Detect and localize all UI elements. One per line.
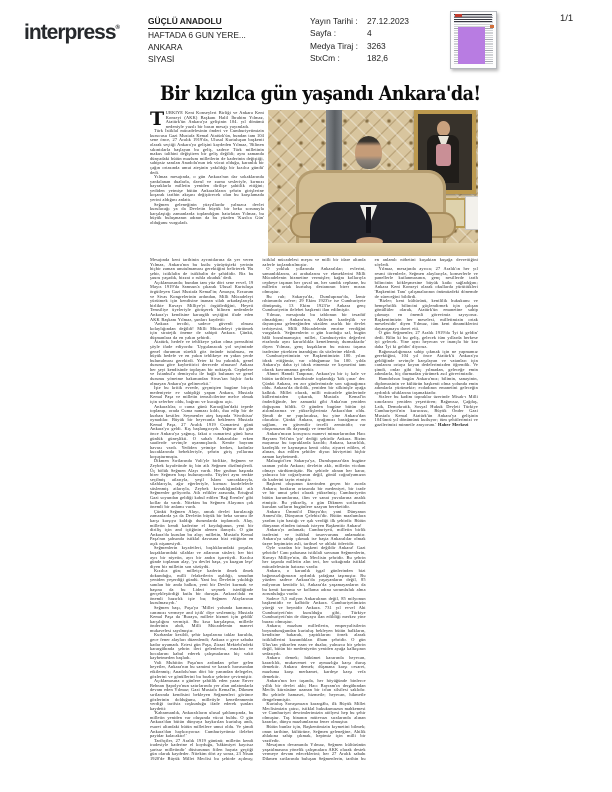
meta-label-date: Yayın Tarihi : <box>310 16 358 26</box>
body-paragraph: Malazgirt'ten Sakarya'ya, Dumlupınar'dan bugüne uzanan yolda Ankara; devletin aklı, milletin vicdanı olmayı sürdürmüştür. Bu şehirde alınan her karar, yalnızca bir coğrafyanın değil, gönül coğrafyamızın da kaderini tayin etmiştir. <box>262 458 366 482</box>
body-paragraph: O gün Seğmenler, 27 Aralık 1919'da 'İyi ki geldin' dedi. Bilin ki bu geliş, gelecek tüm yıllarda herkese iyi gelecek. Yine aynı heyecan ve inançla bir kez daha 'İyi ki geldin' diyoruz. <box>374 330 478 349</box>
body-paragraph: Bu ruh; Sakarya'da, Dumlupınar'da, İzmir rıhtımında zafere; 29 Ekim 1923'te ise Cumhuriyete dönüşmüş, 13 Ekim 1923'te Ankara genç Cumhuriyetin ilelebet başkenti ilan edilmiştir. <box>262 293 366 313</box>
body-paragraph: Başkent oluşunun üzerinden geçen bir asırda Ankara; bozkırın ortasında bir medeniyet, bir irade ve bir umut şehri olarak yükselmiş; Cumhuriyetin bütün kurumlarına, ilim ve sanat yuvalarına analık etmiştir. Bu yükseliş, o gün Dikmen sırtlarında kurulan safların bugünlere uzayan bereketidir. <box>262 481 366 510</box>
white-certificate <box>465 196 478 230</box>
body-paragraph: Bütün bunlar için, Başkentimizin kıymetini bilmek; onun tarihine, kültürüne, Seğmen geleneğine, Ahilik ahlakına sahip çıkmak, hepimiz için milli bir vazifedir. <box>262 723 366 743</box>
body-paragraph: Sizlere bu kadim topraklar üzerinde Misak-ı Milli sınırlarını yeniden yeşerttiren; Bağımsız, Çağdaş, Laik, Demokratik, Sosyal Hukuk Devleti Türkiye Cumhuriyeti'nin kurucusu, Büyük Önder Gazi Mustafa Kemal Atatürk'ün Ankara'ya gelişinin 104'üncü yıl dönümünü kutluyor; tüm şehitlerimizi ve gazilerimizi minnetle anıyorum.' Haber Merkezi <box>374 394 478 427</box>
seated-man-head <box>355 136 382 169</box>
thumbnail-orange-mark <box>490 25 494 28</box>
body-paragraph: İşte bu kritik evrede, geçmişten bugüne birçok medeniyete ev sahipliği yapan Ankara, Mustafa Kemal Paşa ve milletin temsilcilerine melce olmak için seferber oldu, bağrını ve kucağını açtı. <box>150 385 254 404</box>
seated-man-tie <box>366 207 371 233</box>
portrait-vest <box>436 144 451 166</box>
meta-label-tiraj: Medya Tiraj : <box>310 40 358 51</box>
meta-value-tiraj: 3263 <box>367 40 386 51</box>
body-paragraph: Cumhuriyetimizin ve Başkentimizin 100. yılını idrak ettiğimiz, var olduğumuz bu 100. yılda Ankara'yı daha iyi idrak etmemiz ve kıymetini tam olarak kavramamız gerekir. <box>262 353 366 372</box>
body-paragraph: 'Bizler; kent kültürünü, kentlilik hukukunu ve hemşehrilik bilincini güçlendirmek için çalışan gönüllüler olarak, Atatürk'ün emanetine sahip çıkmayı en önemli görevimiz sayıyoruz. Başkentimizin her meselesi, milletimizin ortak meselesidir' diyen Yılmaz, tüm kent dinamiklerini dayanışmaya davet etti. <box>374 298 478 331</box>
meta-label-page: Sayfa : <box>310 28 337 39</box>
body-paragraph: Mesajının devamında Yılmaz, Seğmen kültürünün yaşatılmasına yönelik çalışmalara AKK olarak destek vermeye devam edeceklerini; her 27 Aralık sabahı Dikmen sırtlarında buluşan Seğmenlerin, tarihin bu en anlamlı nöbetini kuşaktan kuşağa devrettiğini söyledi. <box>262 258 478 762</box>
body-paragraph: Çünkü Seğmen Alayı, ancak devlet kurulacağı zamanlarda ya da Devletin büyük bir beka sorunu ile karşı karşıya kaldığı durumlarda toplanırdı. Alay, milletin kendi kaderine el koyduğunun, yeni bir diriliş için and içtiğinin alenen ilanıydı. O gün Ankara'da kurulan bu alay; milletin, Mustafa Kemal Paşa'nın şahsında istiklal davasına biat ettiğinin en açık nişanesiydi. <box>150 508 254 546</box>
publication-frequency: HAFTADA 6 GUN YERE... <box>148 29 246 40</box>
meta-row-date <box>310 15 409 27</box>
publication-city: ANKARA <box>148 42 183 53</box>
publication-name: GÜÇLÜ ANADOLU <box>148 15 222 29</box>
body-paragraph: Ankara Ümmü'd Dünya'dır; yani Dünyanın Annesi'dir, Dünyanın Çelebisi'dir. Bütün mazlumlara yardım için bastığı ve ışık verdiği ilk şehirdir. Bütün dünyanın elinden tutmak isteyen Başkenttir Ankara! <box>262 508 366 528</box>
body-paragraph: Ahmet Hamdi Tanpınar, Ankara'ya bir iç kale ve bütün tarihlerin kendisinde toplandığı 'kök çınar' der. Çünkü Ankara, en zor günlerimizde son sığınağımız oldu. Ankara'da dirildik, yeniden bir silkinişle ayağa kalktık. Millet olarak, milli mücadele günlerinde küllerimizden çıkarak, Mustafa Kemal'in önderliğinde, her zamanki gibi Anka'nın yeniden doğuşunu bildik. O günden bugüne bütün iyi atılımlarımız ve yükselişlerimiz Ankara'dan oldu. Şimdi de ne yapılacaksa, bu yine Ankara'dan olacaktır. Çünkü Ankara, ayağımızı bastığımız en sağlam, en güvenilir tecelli zeminidir; var oluşumuzun ilk dayanağı ve temelidir. <box>262 371 366 432</box>
body-paragraph: Tarihçiler, 27 Aralık 1919 gününü; milletin kendi iradesiyle kaderine el koyduğu, 'hâkimiyet kayıtsız şartsız milletindir' düsturunun fiilen hayata geçtiği gün olarak kaydeder. Nitekim dört ay sonra, 23 Nisan 1920'de Büyük Millet Meclisi bu şehirde açılmış; istiklal mücadelesi meşru ve milli bir idare altında zaferle taçlandırılmıştır. <box>150 258 366 762</box>
body-paragraph: Bağımsızlığımıza sahip çıkmak için ne yapmamız gerektiğini, 104 yıl önce Atatürk'ü Ankara'ya geldiğinde sevinçle karşılayan ve vatanları için canlarını ortaya koyan dedelerimizden öğrendik. Ve şimdi, onlar gibi hiç yılmadan, geleceğe emin adımlarla, hiç durmadan yürümek asıl görevimizdir. <box>374 348 478 377</box>
body-paragraph: O yokluk yıllarında Ankaralılar; evlerini, samanlıklarını, at arabalarını ve ekmeklerini Milli Mücadelenin hizmetine vermişler; kağnı kollarıyla cepheye taşınan her çuval un, her sandık cephane, bu milletin ortak kurtuluş destanının birer mısraı olmuştur. <box>262 266 366 295</box>
article-highlight-overlay <box>458 27 485 64</box>
body-paragraph: Sadece 5,5 milyon Ankaralının değil, 85 milyonun başkentidir ve kalbidir Ankara. Cumhuriyetimizin yüreği ve beynidir Ankara. 731 yıl evvel Ahi Cumhuriyeti'nin kurulduğu gibi, Türkiye Cumhuriyeti'nin de dünyaya ilan edildiği merkez yine burası olmuştur. <box>262 595 366 624</box>
body-paragraph: Atatürk, hedefe ve tehlikeye yakın olma prensibini şöyle ifade ediyordu: 'Uygulanacak yol seçiminde genel durumun sürekli göz önünde tutulması, en büyük hedefe ve en yakın tehlikeye en yakın yerde bulunulması gerekirdi. Yeter ki bu yakınlık, genel duruma göre kaybettirici derecede olmasın! Ankara her şeyi kendisinde toplayan bir noktaydı. Cephelere ve İstanbul'a demiryolu ile bağlı bulunan ve genel durumu yönetme bakımından Sivas'tan hiçbir farkı olmayan Ankara'ya gelinecekti.' <box>150 339 254 386</box>
body-paragraph: Ankara'yı anlamak; Cumhuriyeti, milletin birlik iradesini ve istikbal tasavvurunu anlamaktır. Ankara'ya sahip çıkmak ise başta Ankaralılar olmak üzere hepimizin asli, tarihsel ve ahlaki ödevidir. <box>262 527 366 546</box>
body-paragraph: Ankaralılar, o cuma günü Karaoğlan'daki tepede toplanıp, orada Cuma namazı kıldı, dua edip bir de kurban kestiler. Seymenler ateş başında 'Sivrihisar' oynadılar. Büyük bir heyecanla beklenen Mustafa Kemal Paşa, 27 Aralık 1919 Cumartesi günü Ankara'ya geldi. Kış başlangıcıydı. Yağmur iki gün önce Ankara'ya yağmış, fakat o cumartesi günü hava günlük güneşlikti. O sabah Ankaralılar erken saatlerde sevinçle uyanmışlardı. Kentte bayram havası vardı. Yediden yetmişe herkes, kadınlar kucaklarında bebekleriyle, şehrin giriş yollarına koşuşturmuştu. <box>150 403 254 459</box>
article-signature: Haber Merkezi <box>436 421 469 427</box>
meta-value-page: 4 <box>367 28 372 39</box>
article-headline: Bir kızılca gün yaşandı Ankara'da! <box>160 82 481 105</box>
portrait-face <box>437 121 450 136</box>
body-paragraph: Seğmenlerin kıyafetleri, başlıklarındaki poşular, kuşaklarındaki silahlar ve atlarının süsleri; her biri ayrı bir niyetin, ayrı bir andın işaretiydi. Kızılca günde toplanan alay, 'ya devlet başa, ya kuzgun leşe' diyen bir milletin son sözüydü. <box>150 545 254 569</box>
body-paragraph: Yılmaz, mesajında ayrıca; 27 Aralık'ın her yıl resmi törenlerle, Seğmen alaylarıyla, konserlerle ve panellerle kutlanmasının, genç nesillerde tarih bilincinin kökleşmesine büyük katkı sağladığını; Ankara Kent Konseyi olarak okullarda yürüttükleri 'Başkentini Tanı' çalışmalarının önümüzdeki dönemde de süreceğini bildirdi. <box>374 266 478 299</box>
meta-label-stxcm: StxCm : <box>310 52 340 63</box>
body-paragraph: Kızılca gün; milletçe kaderin ilmek ilmek dokunduğu, milli felaketlerin aşıldığı, umudun yeniden yeşerdiği gündü. Yani bu; Devletin yıkıldığı sanılan bir anda halkın, yeni bir Devlet kurmak ve başına da bu Lideri seçmek istediğinde gerçekleştirdiği kutlu bir duruştu. Ankara'daki en önemli hazırlık işte bu; Seğmen Alaylarının kurulmasıydı.' <box>150 568 254 606</box>
registered-trademark-icon: ® <box>115 25 120 31</box>
meta-value-stxcm: 182,6 <box>367 52 388 63</box>
body-paragraph: Ankara; mazlum milletlerin, emperyalistlerin boyunduruğundan kurtuluş bekleyen bütün halkların, kendisine bakarak, yaptıklarını örnek alarak istiklallerini kazandıkları ilham şehridir. O gün Ulus'tan yükselen ezan ve dualar, yalnızca bir şehrin değil, bütün bir medeniyetin yeniden ayağa kalkışının sedasıydı. <box>262 623 366 656</box>
meta-row-tiraj <box>310 40 409 52</box>
body-paragraph: Mesajında kent tarihinin ayrıntılarına da yer veren Yılmaz, Ankara'nın bu kutlu yürüyüşteki yerinin hiçbir zaman unutulmaması gerektiğini belirterek 'Bu şehir, istiklalin de istikbalin de şahididir. Biz bu şuuru yaşadık, bizzat o ruhla okuduk' dedi. <box>150 258 254 281</box>
page-indicator: 1/1 <box>560 13 574 24</box>
body-paragraph: Ankara'mızın koruyucu manevi mimarlarından Hacı Bayram Veli'nin 'pir' dediği şehirdir Ankara. Bizim mayamız bu topraklarda karıldı; Ankara, kararlılık, kardeşlik ve kaynaşma kenti oldu; ziyaret edilen, el alınan, dua edilen şehitler diyarı hüviyetini hiçbir zaman kaybetmedi. <box>262 430 366 459</box>
body-paragraph: Dikmen Sırtlarında Vali'yle birlikte, Seğmen ve Zeybek kıyafetinde üç bin atlı Seğmen dizilmişlerdi. Üç bölük Seğmen Alayı vardı. Her grubun başında birer Seğmen başı bulunuyordu. Tüyleri aynı renkte seçilmiş atlarıyla, yeşil İslam sancaklarıyla, silahlarıyla, ağır eğerleriyle, kırmızı kurdelelerle süslenmiş atlarıyla, Zeybek kıvraklığındaki atlı Seğmenler geliyordu. Atlı erlikler arasında, Ertuğrul Gazi soyundan geldiği kabul edilen 'Bağ Erenler' gibi kollar da vardı. Nitekim bu Seğmen Alayının çok önemli bir anlamı vardı. <box>150 458 254 510</box>
meta-row-page <box>310 27 409 39</box>
body-paragraph: Kurtuluş Savaşımızın karargâhı, ilk Büyük Millet Meclisimizin çatısı, istiklal hukukumuzun mahkemesi ve Cumhuriyet devrimlerimizin atölyesi hep bu şehir olmuştur. Taş binanın mütevazı sıralarında alınan kararlar, dünya mazlumlarına fener olmuştur. <box>262 701 366 725</box>
drop-cap: T <box>150 111 165 130</box>
body-paragraph: Hamdolsun bugün Ankara'mız; bilimin, sanayinin, diplomasinin ve kültürün başkenti olma yolunda emin adımlarla yürümekte; ecdadının emanetini geleceğin aydınlık ufuklarına taşımaktadır. <box>374 376 478 395</box>
body-paragraph: 'Kahramanlık, Ankaralıların ulusal şahlanışında, bu milletin yeniden var oluşunda vücut buldu. O gün Ankara'dan bütün dünyaya haykırılan kurtuluş andı, esaret altındaki bütün milletlere umut oldu. Ve şimdi Ankara'dan haykırıyoruz: Cumhuriyetimiz ilelebet payidar kalacaktır!' <box>150 710 254 739</box>
desk-surface <box>268 243 478 256</box>
clipping-metadata <box>310 15 409 64</box>
body-paragraph: Vali Muhittin Paşa'nın ardından şehre gelen heyetler, Ankara'nın bu samimi ve kararlı havasından etkilenmiş; Anadolu'nun dört bir yanından delegeler, gözlerini ve gönüllerini bu bozkır şehrine çevirmiştir. <box>150 659 254 679</box>
article-photo <box>268 110 478 256</box>
publication-info <box>148 15 246 66</box>
body-paragraph: Seğmen başı, Paşa'ya 'Millet yolunda kanımızı, canımızı vermeye and içtik' diye seslenmiş; Mustafa Kemal Paşa da 'Buraya, millete hizmet için geldik' karşılığını vermişti. Bu kısa karşılaşma, milletle önderinin ahdi, Milli Mücadelenin manevi mukavelesi sayılmıştır. <box>150 604 254 633</box>
meta-row-stxcm <box>310 52 409 64</box>
meta-value-date: 27.12.2023 <box>367 16 409 26</box>
body-paragraph: Kurbanlar kesildi, şehir kapılarına taklar kuruldu, gece fener alayları düzenlendi; Ankara o gece sabaha kadar uyumadı. Ertesi gün Paşa, Ziraat Mektebi'ndeki karargâhında şehrin ileri gelenlerini, esnafını ve hocalarını kabul ederek çalışmalarına hiç vakit kaybetmeden başladı. <box>150 632 254 661</box>
body-paragraph: 'Ankara tercihi, sadece güvenli olması kolaylığından değildi! Milli Mücadeleyi yürütmek için stratejik öneme de sahipti Ankara. Çünkü, düşmanlara da en yakın şehirdi. <box>150 321 254 340</box>
body-paragraph: Ankara, o karanlık işgal günlerinden bizi bağımsızlığımızın aydınlık şafağına taşımıştır. Bu yüzden sadece Ankara'da yaşayanların değil, 85 milyonun kentidir ki, Ankara'da yaşamayanların da bu kenti koruma ve kollama adına sorumluluk alma zorunluluğu vardır. <box>262 568 366 597</box>
body-paragraph: Ankara demek; hükümet kararında heyecan, kararlılık, mukavemet ve aymazlığa karşı duruş demektir. Ankara demek; düşmana karşı cesaret, mazluma karşı merhamet, kardeşe karşı vefa demektir. <box>262 655 366 679</box>
body-paragraph: Açıklamasında; bundan tam yüz dört sene evvel, 19 Mayıs 1919'da Samsun'a çıkarak Ulusal Kurtuluşu örgütleyen Gazi Mustafa Kemal'in; Amasya, Erzurum ve Sivas Kongrelerinin ardından, Milli Mücadeleyi yürütmek için kendisine inanan silah arkadaşlarıyla birlikte Kuvayı Milliye'yi örgütlediğini, Heyeti Temsiliye üyeleriyle görüşerek bilinen nedenlerle Ankara'yı kendisine karargâh seçtiğini ifade eden AKK Başkanı Yılmaz, şunları kaydetti: <box>150 279 254 322</box>
body-paragraph: Öyle sıradan bir başkent değildir Ankara! Gazi şehridir! Canı pahasına istiklali savunan Seğmenlerin, Kuvayı Milliye'nin, ilk Meclisin şehridir. Bu şehrin her taşında milletin alın teri, her sokağında istiklal mücadelesinin hatırası vardır. <box>262 545 366 569</box>
body-paragraph: Ankara'nın her taşında, her höyüğünde binlerce yıllık bir devlet aklı; Hacı Bayram'ın dergâhından Meclis kürsüsüne uzanan bir irfan silsilesi saklıdır. Bu şehirde hamaset, hizmetle; heyecan, hikmetle dengelenmiştir. <box>262 678 366 702</box>
thumbnail-red-mark <box>455 14 462 17</box>
article-body-columns <box>150 258 478 763</box>
publication-category: SİYASİ <box>148 54 175 65</box>
article-intro-column: TÜRKİYE Kent Konseyleri Birliği ve Ankara Kent Konseyi (AKK) Başkanı Halil İbrahim Yılmaz, Atatürk'ün Ankara'ya gelişinin 104. yıl dönümü nedeniyle yazılı bir basın mesajı yayımladı. Türk İstiklal mücadelesinin önderi ve Cumhuriyetimizin kurucusu Gazi Mustafa Kemal Atatürk'ün, bundan tam 104 sene önce, 27 Aralık 1919'da, Ulusal Kurtuluşun başkenti olarak seçtiği Ankara'ya gelişini kaydeden Yılmaz, 'Bilinen sıkıntılarla başlayan bu geliş, sadece Türk milletinin makus talihini değiştiren bir geliş değildi; aynı zamanda dünyadaki bütün mazlum milletlerin de kaderinin değiştiği, sahipsiz sanılan Anadolu'nun tek vücut olduğu, karanlık bir çağın ortasında umut ateşinin yakıldığı bir kızılca gündü' dedi. Yılmaz mesajında, o gün Ankara'nın dar sokaklarında yankılanan dualarla, davul ve zurna sesleriyle, kırmızı bayraklarla milletin yeniden dirilişe şahitlik ettiğini; yediden yetmişe bütün Ankaralıların şehrin girişlerine koşarak tarihin akışını değiştirecek olan bu karşılamada yerini aldığını anlattı. Seğmen geleneğinin yüzyıllardır yalnızca devlet kurulacağı ya da Devletin büyük bir beka sorunuyla karşılaştığı zamanlarda toplandığını hatırlatan Yılmaz, bu büyük buluşmanın adının da bu yüzden 'Kızılca Gün' olduğunu vurguladı. <box>150 111 264 225</box>
interpress-logo-text: interpress <box>24 21 116 44</box>
page-thumbnail <box>450 11 497 69</box>
body-paragraph: Yılmaz, mesajında bu tablonun bir tesadüf olmadığını; Ankara'nın, Ahilerin kardeşlik ve dayanışma geleneğinden süzülen asırlık bir devlet terbiyesini, Milli Mücadelenin emrine verdiğini vurguladı. 'Seğmenlerin o gün kurduğu saf, bugün hâlâ bozulmamıştır; millet, Cumhuriyetin değerleri etrafında aynı kararlılıkla kenetlenmiş durmaktadır' diyen Yılmaz, genç kuşakların bu mirası taşıma iradesine yürekten inandığını da sözlerine ekledi. <box>262 311 366 354</box>
interpress-logo <box>24 21 120 45</box>
body-paragraph: Açıklamasına o günlere şahitlik eden yazar Enver Behnan Şapolyo'nun satırlarında yer alan anlatımlarla devam eden Yılmaz; Gazi Mustafa Kemal'in, Dikmen sırtlarında kendisini bekleyen Seğmenleri görünce gözlerinin dolduğunu, milletiyle kenetlenmenin verdiği tarifsiz coşkunluğu ifade ederek şunları kaydetti: <box>150 678 254 711</box>
